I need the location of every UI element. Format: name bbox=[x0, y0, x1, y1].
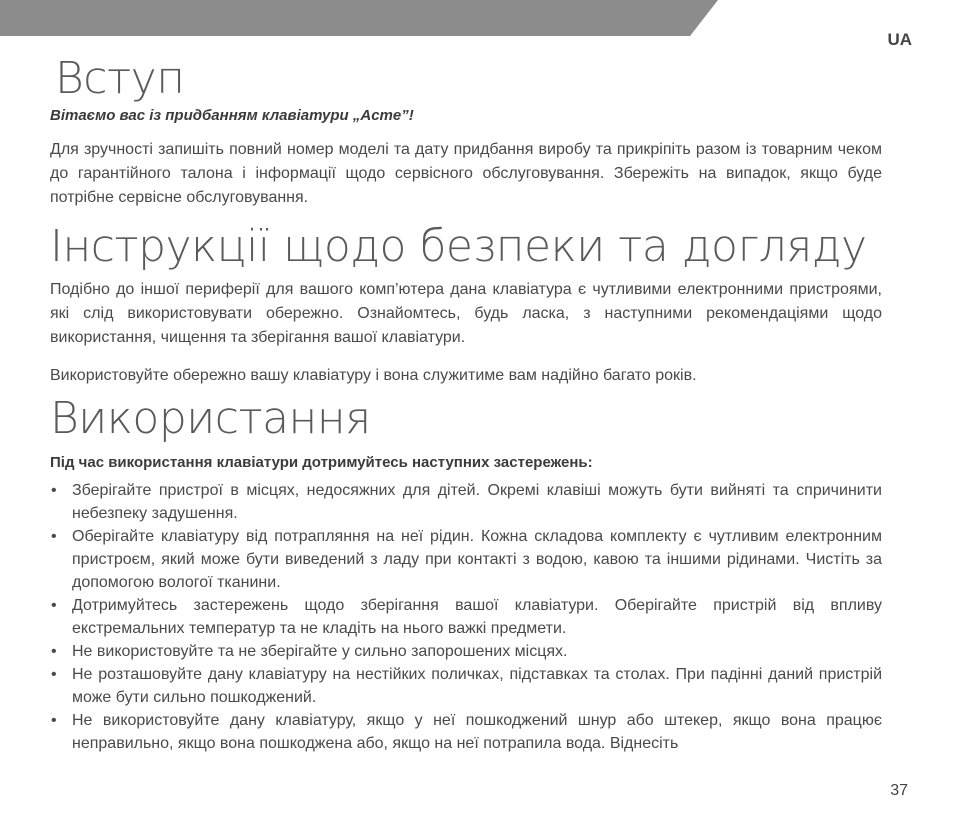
list-item-text: Не використовуйте дану клавіатуру, якщо у неї пошкоджений шнур або штекер, якщо вона працює неправильно, якщо вона пошкоджена або, якщо на неї потрапила вода. Віднесіть bbox=[72, 712, 882, 752]
usage-list bbox=[50, 479, 882, 755]
bullet: • bbox=[51, 597, 57, 614]
safety-heading: Інструкції щодо безпеки та догляду bbox=[50, 221, 867, 272]
bullet: • bbox=[51, 643, 57, 660]
intro-paragraph: Для зручності запишіть повний номер моделі та дату придбання виробу та прикріпіть разом із товарним чеком до гарантійного талона і інформації щодо сервісного обслуговування. Збережіть на випадок, якщо буде потрібне сервісне обслуговування. bbox=[50, 141, 882, 206]
list-item-text: Дотримуйтесь застережень щодо зберігання вашої клавіатури. Оберігайте пристрій від впливу екстремальних температур та не кладіть на нього важкі предмети. bbox=[72, 597, 882, 637]
usage-heading: Використання bbox=[50, 393, 371, 444]
list-item bbox=[50, 525, 882, 594]
list-item-text: Не використовуйте та не зберігайте у сильно запорошених місцях. bbox=[72, 643, 568, 660]
intro-subtitle: Вітаємо вас із придбанням клавіатури „Acme”! bbox=[50, 107, 414, 124]
list-item bbox=[50, 663, 882, 709]
safety-paragraph-1: Подібно до іншої периферії для вашого комп’ютера дана клавіатура є чутливими електронними пристроями, які слід використовувати обережно. Ознайомтесь, будь ласка, з наступними рекомендаціями щодо використання, чищення та зберігання вашої клавіатури. bbox=[50, 281, 882, 346]
bullet: • bbox=[51, 712, 57, 729]
intro-heading: Вступ bbox=[55, 53, 185, 104]
page-number: 37 bbox=[890, 782, 908, 799]
list-item bbox=[50, 709, 882, 755]
list-item-text: Зберігайте пристрої в місцях, недосяжних для дітей. Окремі клавіші можуть бути вийняті та спричинити небезпеку задушення. bbox=[72, 482, 882, 522]
bullet: • bbox=[51, 666, 57, 683]
list-item-text: Оберігайте клавіатуру від потрапляння на неї рідин. Кожна складова комплекту є чутливим електронним пристроєм, який може бути виведений з ладу при контакті з водою, кавою та іншими рідинами. Чистіть за допомогою вологої тканини. bbox=[72, 528, 882, 591]
list-item bbox=[50, 594, 882, 640]
list-item-text: Не розташовуйте дану клавіатуру на нестійких поличках, підставках та столах. При падінні даний пристрій може бути сильно пошкоджений. bbox=[72, 666, 882, 706]
list-item bbox=[50, 640, 882, 663]
list-item bbox=[50, 479, 882, 525]
safety-paragraph-2: Використовуйте обережно вашу клавіатуру і вона служитиме вам надійно багато років. bbox=[50, 367, 697, 384]
bullet: • bbox=[51, 528, 57, 545]
bullet: • bbox=[51, 482, 57, 499]
header-band bbox=[0, 0, 954, 36]
language-code: UA bbox=[887, 30, 912, 49]
page-content bbox=[50, 54, 882, 755]
usage-lead: Під час використання клавіатури дотримуйтесь наступних застережень: bbox=[50, 454, 593, 471]
